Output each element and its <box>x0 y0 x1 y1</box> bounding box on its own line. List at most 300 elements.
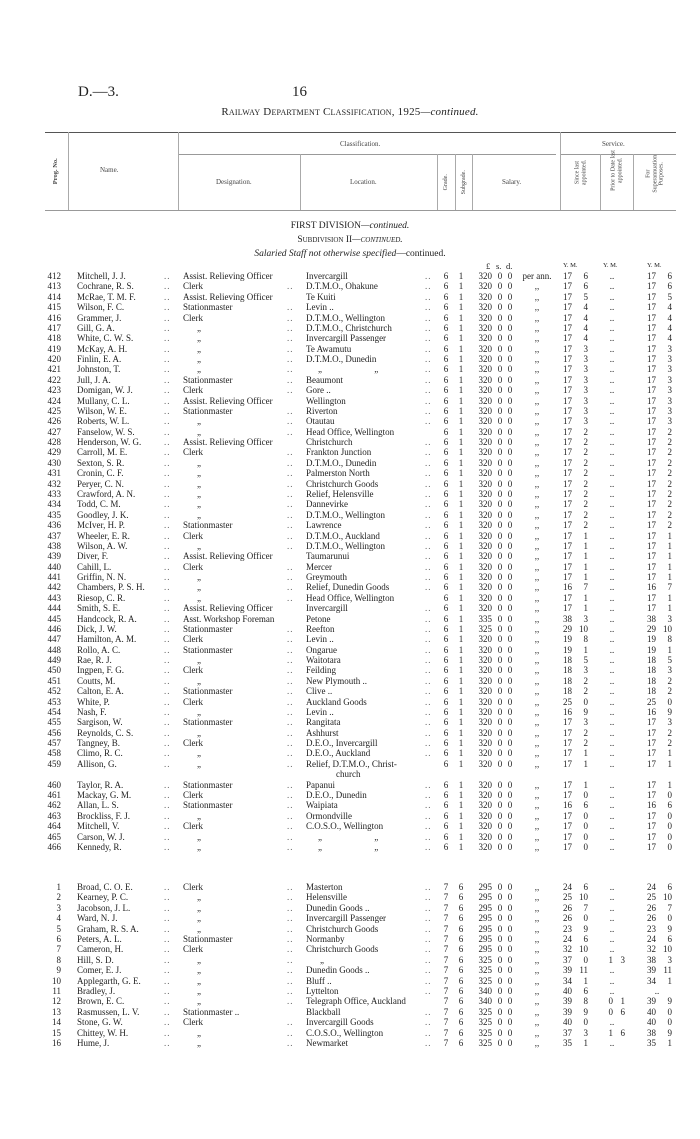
salary-pounds: 295 <box>478 882 492 892</box>
since-years: 17 <box>563 281 572 292</box>
subgrade: 1 <box>458 405 464 416</box>
prog-no: 432 <box>47 478 61 489</box>
salary-pence: 0 <box>507 405 513 416</box>
subgrade: 1 <box>458 551 464 562</box>
salary-pounds: 320 <box>478 530 492 541</box>
location: Te Kuiti <box>306 291 336 302</box>
grade: 7 <box>443 934 449 944</box>
dot-leader: .. <box>164 322 171 333</box>
super-years: 17 <box>647 831 656 842</box>
prior-years: .. <box>609 302 615 313</box>
subgrade: 6 <box>458 882 464 892</box>
unit-super-ym: Y. M. <box>647 262 662 269</box>
designation: „ <box>197 582 201 593</box>
super-months: 0 <box>667 831 672 842</box>
dot-leader: .. <box>425 1027 432 1038</box>
salary-pounds: 325 <box>478 1027 492 1038</box>
salary-shillings: 0 <box>497 779 503 790</box>
salary-pounds: 335 <box>478 613 492 624</box>
salary-shillings: 0 <box>497 385 503 396</box>
subgrade: 1 <box>458 395 464 406</box>
dot-leader: .. <box>164 551 171 562</box>
grade: 7 <box>443 1006 449 1017</box>
prior-years: .. <box>609 1038 615 1048</box>
since-years: 38 <box>563 613 572 624</box>
dot-leader: .. <box>164 821 171 832</box>
since-years: 29 <box>563 623 572 634</box>
grade: 6 <box>443 831 449 842</box>
dot-leader: .. <box>425 322 432 333</box>
prog-no: 415 <box>47 302 61 313</box>
since-years: 17 <box>563 727 572 738</box>
location: Levin .. <box>306 634 334 645</box>
super-years: 17 <box>647 333 656 344</box>
dot-leader: .. <box>425 499 432 510</box>
salary-period: ,, <box>534 986 540 996</box>
grade: 6 <box>443 821 449 832</box>
prior-years: .. <box>609 499 615 510</box>
prior-years: .. <box>609 686 615 697</box>
salary-pounds: 320 <box>478 779 492 790</box>
designation: Stationmaster <box>183 374 233 385</box>
dot-leader: .. <box>425 954 432 965</box>
super-years: 17 <box>647 717 656 728</box>
salary-pence: 0 <box>507 892 513 903</box>
divider <box>472 154 473 210</box>
salary-pounds: 320 <box>478 322 492 333</box>
dot-leader: .. <box>287 717 294 728</box>
since-months: 1 <box>583 748 588 759</box>
dot-leader: .. <box>425 520 432 531</box>
salary-pounds: 325 <box>478 1038 492 1048</box>
grade: 6 <box>443 488 449 499</box>
super-years: 17 <box>647 540 656 551</box>
dot-leader: .. <box>287 1038 294 1048</box>
dot-leader: .. <box>425 354 432 365</box>
salary-shillings: 0 <box>497 540 503 551</box>
dot-leader: .. <box>287 944 294 955</box>
prog-no: 15 <box>52 1027 61 1038</box>
since-months: 7 <box>583 902 588 913</box>
since-years: 24 <box>563 934 572 944</box>
employee-name: Wilson, A. W. <box>77 540 128 551</box>
grade: 6 <box>443 333 449 344</box>
staff-suffix: —continued. <box>396 249 446 259</box>
location: Invercargill Passenger <box>306 333 387 344</box>
employee-name: Hume, J. <box>77 1038 110 1048</box>
subgrade: 1 <box>458 333 464 344</box>
prior-years: .. <box>609 965 615 976</box>
location: D.T.M.O., Dunedin <box>306 457 377 468</box>
employee-name: Broad, C. O. E. <box>77 882 133 892</box>
dot-leader: .. <box>287 478 294 489</box>
salary-period: ,, <box>534 281 540 292</box>
designation: Assist. Relieving Officer <box>183 395 273 406</box>
super-years: 17 <box>647 551 656 562</box>
dot-leader: .. <box>164 810 171 821</box>
since-months: 2 <box>583 675 588 686</box>
salary-pounds: 325 <box>478 1017 492 1028</box>
salary-shillings: 0 <box>497 457 503 468</box>
salary-period: ,, <box>534 582 540 593</box>
employee-name: Taylor, R. A. <box>77 779 124 790</box>
subgrade: 1 <box>458 727 464 738</box>
prior-months: 1 <box>620 996 625 1007</box>
dot-leader: .. <box>287 343 294 354</box>
employee-name: Dick, J. W. <box>77 623 117 634</box>
prog-no: 458 <box>47 748 61 759</box>
since-years: 25 <box>563 696 572 707</box>
dot-leader: .. <box>287 509 294 520</box>
designation: „ <box>197 478 201 489</box>
since-months: 5 <box>583 291 588 302</box>
designation: „ <box>197 457 201 468</box>
salary-pence: 0 <box>507 551 513 562</box>
dot-leader: .. <box>287 965 294 976</box>
since-months: 2 <box>583 509 588 520</box>
since-years: 17 <box>563 271 572 281</box>
grade: 7 <box>443 1027 449 1038</box>
grade: 7 <box>443 954 449 965</box>
since-years: 39 <box>563 1006 572 1017</box>
header-since-last-appointed: Since last appointed. <box>574 159 587 186</box>
prior-years: .. <box>609 882 615 892</box>
since-years: 23 <box>563 923 572 934</box>
designation: „ <box>197 592 201 603</box>
prog-no: 4 <box>56 913 61 924</box>
dot-leader: .. <box>287 748 294 759</box>
salary-period: ,, <box>534 540 540 551</box>
dot-leader: .. <box>425 934 432 944</box>
super-years: 17 <box>647 281 656 292</box>
since-years: 18 <box>563 655 572 666</box>
salary-period: ,, <box>534 934 540 944</box>
salary-period: ,, <box>534 603 540 614</box>
subgrade: 1 <box>458 686 464 697</box>
subgrade: 1 <box>458 322 464 333</box>
salary-period: ,, <box>534 675 540 686</box>
location: Christchurch Goods <box>306 944 379 955</box>
since-years: 17 <box>563 551 572 562</box>
prog-no: 460 <box>47 779 61 790</box>
prior-years: 0 <box>608 996 613 1007</box>
grade: 6 <box>443 790 449 800</box>
salary-pounds: 320 <box>478 271 492 281</box>
designation: „ <box>197 333 201 344</box>
salary-shillings: 0 <box>497 717 503 728</box>
super-months: 1 <box>667 758 672 769</box>
grade: 6 <box>443 800 449 811</box>
super-years: 17 <box>647 468 656 479</box>
dot-leader: .. <box>164 986 171 996</box>
employee-name: Crawford, A. N. <box>77 488 136 499</box>
salary-pounds: 325 <box>478 954 492 965</box>
grade: 6 <box>443 530 449 541</box>
since-months: 1 <box>583 561 588 572</box>
since-years: 17 <box>563 333 572 344</box>
salary-pounds: 320 <box>478 572 492 583</box>
grade: 6 <box>443 437 449 448</box>
location: Reefton <box>306 623 335 634</box>
employee-name: Comer, E. J. <box>77 965 122 976</box>
location: Palmerston North <box>306 468 370 479</box>
location: Petone <box>306 613 331 624</box>
location: D.T.M.O., Wellington <box>306 540 385 551</box>
super-years: 19 <box>647 634 656 645</box>
super-months: 1 <box>667 540 672 551</box>
dot-leader: .. <box>425 800 432 811</box>
employee-name: Smith, S. E. <box>77 603 121 614</box>
prior-years: .. <box>609 271 615 281</box>
designation: Clerk <box>183 281 203 292</box>
prog-no: 419 <box>47 343 61 354</box>
location: Riverton <box>306 405 338 416</box>
designation: „ <box>197 706 201 717</box>
salary-period: ,, <box>534 416 540 427</box>
super-years: 26 <box>647 902 656 913</box>
dot-leader: .. <box>425 447 432 458</box>
salary-pence: 0 <box>507 831 513 842</box>
prior-years: .. <box>609 374 615 385</box>
salary-pence: 0 <box>507 354 513 365</box>
location: Ongarue <box>306 644 337 655</box>
salary-period: ,, <box>534 634 540 645</box>
dot-leader: .. <box>164 613 171 624</box>
super-months: 3 <box>667 395 672 406</box>
designation: „ <box>197 364 201 375</box>
since-months: 2 <box>583 520 588 531</box>
prior-years: .. <box>609 478 615 489</box>
prog-no: 425 <box>47 405 61 416</box>
salary-period: ,, <box>534 509 540 520</box>
super-months: 7 <box>667 902 672 913</box>
since-months: 3 <box>583 354 588 365</box>
salary-shillings: 0 <box>497 333 503 344</box>
dot-leader: .. <box>425 902 432 913</box>
designation: „ <box>197 1027 201 1038</box>
grade: 6 <box>443 447 449 458</box>
salary-period: ,, <box>534 572 540 583</box>
salary-pence: 0 <box>507 540 513 551</box>
prog-no: 11 <box>52 986 61 996</box>
salary-period: ,, <box>534 996 540 1007</box>
dot-leader: .. <box>164 582 171 593</box>
prog-no: 459 <box>47 758 61 769</box>
since-months: 10 <box>579 892 588 903</box>
employee-name: White, P. <box>77 696 110 707</box>
location: Invercargill Passenger <box>306 913 387 924</box>
salary-pence: 0 <box>507 291 513 302</box>
salary-shillings: 0 <box>497 291 503 302</box>
super-years: 18 <box>647 665 656 676</box>
super-months: 6 <box>667 271 672 281</box>
header-prog-no: Prog. No. <box>51 158 59 185</box>
salary-period: ,, <box>534 395 540 406</box>
since-months: 0 <box>583 790 588 800</box>
since-months: 2 <box>583 686 588 697</box>
super-years: 17 <box>647 354 656 365</box>
dot-leader: .. <box>164 540 171 551</box>
since-years: 17 <box>563 343 572 354</box>
subgrade: 1 <box>458 717 464 728</box>
salary-pence: 0 <box>507 954 513 965</box>
grade: 7 <box>443 1017 449 1028</box>
salary-period: ,, <box>534 644 540 655</box>
salary-pounds: 320 <box>478 696 492 707</box>
super-years: 17 <box>647 395 656 406</box>
subgrade: 6 <box>458 892 464 903</box>
since-months: 0 <box>583 1017 588 1028</box>
employee-name: Sargison, W. <box>77 717 123 728</box>
salary-pence: 0 <box>507 790 513 800</box>
prog-no: 447 <box>47 634 61 645</box>
prog-no: 456 <box>47 727 61 738</box>
dot-leader: .. <box>164 738 171 749</box>
since-years: 37 <box>563 1027 572 1038</box>
super-months: 2 <box>667 675 672 686</box>
salary-period: ,, <box>534 923 540 934</box>
location: D.T.M.O., Ohakune <box>306 281 378 292</box>
dot-leader: .. <box>287 790 294 800</box>
salary-period: ,, <box>534 965 540 976</box>
prog-no: 6 <box>56 934 61 944</box>
dot-leader: .. <box>164 281 171 292</box>
location: Greymouth <box>306 572 347 583</box>
super-years: 18 <box>647 686 656 697</box>
prog-no: 14 <box>52 1017 61 1028</box>
since-years: 35 <box>563 1038 572 1048</box>
dot-leader: .. <box>287 810 294 821</box>
dot-leader: .. <box>287 902 294 913</box>
dot-leader: .. <box>287 364 294 375</box>
prog-no: 440 <box>47 561 61 572</box>
super-months: 1 <box>667 779 672 790</box>
subgrade: 6 <box>458 1027 464 1038</box>
prog-no: 466 <box>47 841 61 852</box>
subgrade: 1 <box>458 841 464 852</box>
employee-name: Applegarth, G. E. <box>77 975 141 986</box>
salary-shillings: 0 <box>497 302 503 313</box>
prog-no: 453 <box>47 696 61 707</box>
salary-pence: 0 <box>507 385 513 396</box>
salary-period: ,, <box>534 322 540 333</box>
dot-leader: .. <box>164 717 171 728</box>
location: Bluff .. <box>306 975 332 986</box>
prog-no: 12 <box>52 996 61 1007</box>
since-months: 3 <box>583 665 588 676</box>
subgrade: 1 <box>458 281 464 292</box>
location: Feilding <box>306 665 337 676</box>
prior-years: .. <box>609 634 615 645</box>
employee-name: Ward, N. J. <box>77 913 118 924</box>
super-months: 3 <box>667 405 672 416</box>
divider <box>560 132 561 210</box>
prior-years: .. <box>609 1017 615 1028</box>
grade: 6 <box>443 478 449 489</box>
prog-no: 451 <box>47 675 61 686</box>
prior-years: .. <box>609 312 615 323</box>
salary-shillings: 0 <box>497 499 503 510</box>
since-years: 18 <box>563 665 572 676</box>
super-months: 6 <box>667 800 672 811</box>
employee-name: White, C. W. S. <box>77 333 134 344</box>
employee-name: Climo, R. C. <box>77 748 123 759</box>
dot-leader: .. <box>425 1038 432 1048</box>
dot-leader: .. <box>287 488 294 499</box>
salary-pounds: 320 <box>478 727 492 738</box>
employee-name: Roberts, W. L. <box>77 416 130 427</box>
subgrade: 1 <box>458 572 464 583</box>
unit-pence: d. <box>506 261 513 271</box>
salary-pounds: 320 <box>478 644 492 655</box>
dot-leader: .. <box>164 603 171 614</box>
page-number: 16 <box>292 84 307 100</box>
unit-shilling: s. <box>496 261 502 271</box>
super-years: 17 <box>647 374 656 385</box>
subgrade: 1 <box>458 623 464 634</box>
salary-period: ,, <box>534 831 540 842</box>
dot-leader: .. <box>425 509 432 520</box>
salary-pounds: 320 <box>478 841 492 852</box>
prior-years: .. <box>609 975 615 986</box>
salary-pounds: 320 <box>478 634 492 645</box>
division-suffix: —continued. <box>361 221 410 231</box>
prog-no: 423 <box>47 385 61 396</box>
since-years: 19 <box>563 644 572 655</box>
subgrade: 1 <box>458 468 464 479</box>
employee-name: Peters, A. L. <box>77 934 122 944</box>
subgrade: 1 <box>458 831 464 842</box>
salary-period: ,, <box>534 913 540 924</box>
since-months: 6 <box>583 986 588 996</box>
designation: „ <box>197 923 201 934</box>
salary-period: ,, <box>534 291 540 302</box>
location: Christchurch Goods <box>306 923 379 934</box>
prior-years: .. <box>609 902 615 913</box>
dot-leader: .. <box>287 634 294 645</box>
prog-no: 464 <box>47 821 61 832</box>
salary-pence: 0 <box>507 779 513 790</box>
designation: Clerk <box>183 790 203 800</box>
salary-shillings: 0 <box>497 923 503 934</box>
prog-no: 448 <box>47 644 61 655</box>
location: Relief, Helensville <box>306 488 374 499</box>
dot-leader: .. <box>164 509 171 520</box>
dot-leader: .. <box>425 882 432 892</box>
dot-leader: .. <box>164 975 171 986</box>
salary-pounds: 320 <box>478 395 492 406</box>
designation: „ <box>197 727 201 738</box>
salary-pence: 0 <box>507 1006 513 1017</box>
prior-years: .. <box>609 675 615 686</box>
since-months: 2 <box>583 447 588 458</box>
super-years: 18 <box>647 675 656 686</box>
super-months: 6 <box>667 934 672 944</box>
prior-years: 0 <box>608 1006 613 1017</box>
super-years: 17 <box>647 478 656 489</box>
super-months: 0 <box>667 1006 672 1017</box>
employee-name: Wheeler, E. R. <box>77 530 130 541</box>
dot-leader: .. <box>164 882 171 892</box>
salary-period: ,, <box>534 1027 540 1038</box>
employee-name: Rae, R. J. <box>77 655 112 666</box>
designation: Stationmaster <box>183 644 233 655</box>
dot-leader: .. <box>287 426 294 437</box>
salary-shillings: 0 <box>497 509 503 520</box>
salary-pounds: 320 <box>478 706 492 717</box>
prior-years: .. <box>609 655 615 666</box>
dot-leader: .. <box>425 686 432 697</box>
